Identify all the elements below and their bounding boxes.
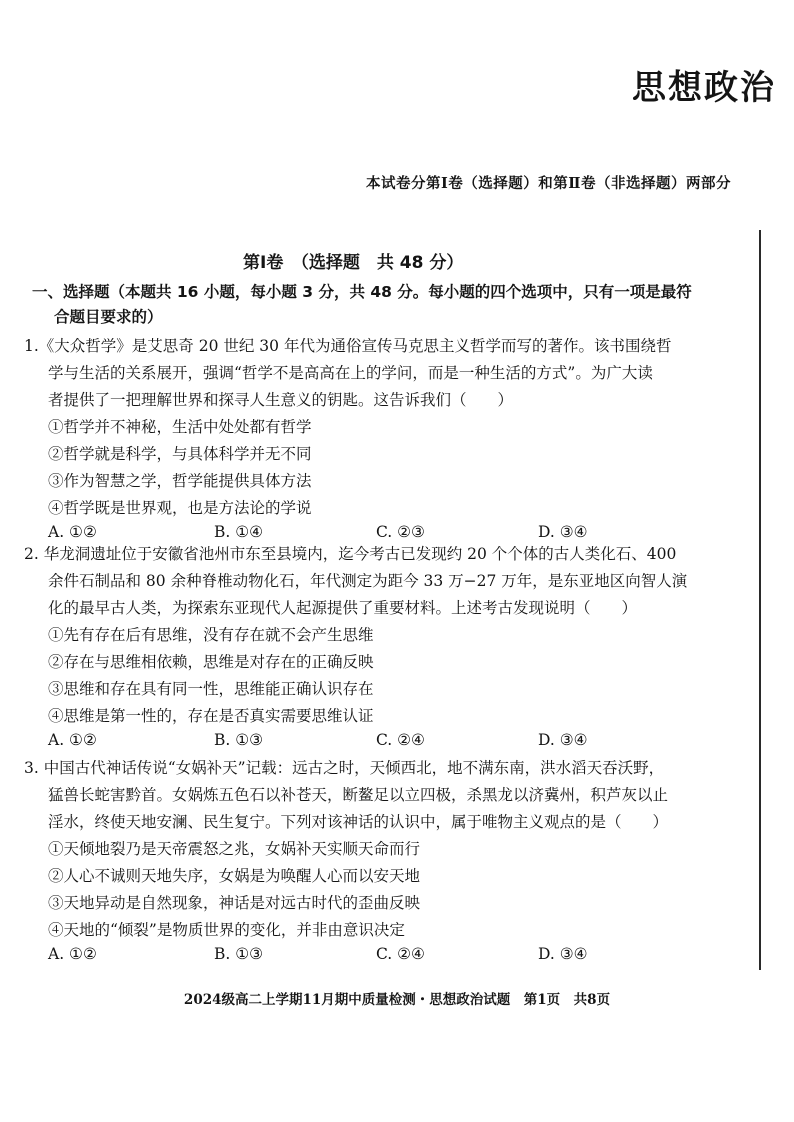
part-instructions-line-1: 一、选择题（本题共 16 小题，每小题 3 分，共 48 分。每小题的四个选项中，只有一项是最符	[32, 283, 692, 301]
option-d: D. ③④	[538, 731, 588, 749]
statement: ①天倾地裂乃是天帝震怒之兆，女娲补天实顺天命而行	[48, 840, 421, 858]
option-d: D. ③④	[538, 945, 588, 963]
statement: ③天地异动是自然现象，神话是对远古时代的歪曲反映	[48, 894, 421, 912]
statement: ③思维和存在具有同一性，思维能正确认识存在	[48, 680, 374, 698]
page-footer: 2024级高二上学期11月期中质量检测・思想政治试题 第1页 共8页	[183, 992, 611, 1008]
part-instructions-line-2: 合题目要求的）	[54, 308, 163, 326]
statement: ②哲学就是科学，与具体科学并无不同	[48, 445, 312, 463]
statement: ②人心不诚则天地失序，女娲是为唤醒人心而以安天地	[48, 867, 421, 885]
option-c: C. ②④	[376, 731, 425, 749]
question-stem-line: 学与生活的关系展开，强调“哲学不是高高在上的学问，而是一种生活的方式”。为广大读	[48, 364, 653, 382]
option-b: B. ①③	[214, 731, 264, 749]
binding-line	[759, 230, 761, 970]
option-a: A. ①②	[48, 945, 97, 963]
option-d: D. ③④	[538, 523, 588, 541]
statement: ①先有存在后有思维，没有存在就不会产生思维	[48, 626, 374, 644]
question-stem-line: 猛兽长蛇害黔首。女娲炼五色石以补苍天，断鳌足以立四极，杀黑龙以济冀州，积芦灰以止	[48, 786, 669, 804]
statement: ④思维是第一性的，存在是否真实需要思维认证	[48, 707, 374, 725]
question-stem-line: 余件石制品和 80 余种脊椎动物化石，年代测定为距今 33 万−27 万年，是东亚地区向智人演	[48, 572, 688, 590]
option-c: C. ②③	[376, 523, 425, 541]
section-heading: 第Ⅰ卷 （选择题 共 48 分）	[243, 253, 464, 273]
question-stem-line: 1.《大众哲学》是艾思奇 20 世纪 30 年代为通俗宣传马克思主义哲学而写的著作。该书围绕哲	[24, 337, 672, 355]
part-instructions	[32, 280, 692, 330]
option-c: C. ②④	[376, 945, 425, 963]
statement: ③作为智慧之学，哲学能提供具体方法	[48, 472, 312, 490]
exam-instructions: 本试卷分第Ⅰ卷（选择题）和第Ⅱ卷（非选择题）两部分	[366, 175, 732, 192]
statement: ②存在与思维相依赖，思维是对存在的正确反映	[48, 653, 374, 671]
statement: ④哲学既是世界观，也是方法论的学说	[48, 499, 312, 517]
exam-title: 思想政治	[632, 68, 776, 108]
option-a: A. ①②	[48, 523, 97, 541]
option-b: B. ①④	[214, 523, 264, 541]
question-stem-line: 3. 中国古代神话传说“女娲补天”记载：远古之时，天倾西北，地不满东南，洪水滔天吞沃野，	[24, 759, 665, 777]
statement: ①哲学并不神秘，生活中处处都有哲学	[48, 418, 312, 436]
option-a: A. ①②	[48, 731, 97, 749]
option-b: B. ①③	[214, 945, 264, 963]
question-stem-line: 淫水，终使天地安澜、民生复宁。下列对该神话的认识中，属于唯物主义观点的是（ ）	[48, 813, 669, 831]
question-stem-line: 者提供了一把理解世界和探寻人生意义的钥匙。这告诉我们（ ）	[48, 391, 514, 409]
question-stem-line: 化的最早古人类，为探索东亚现代人起源提供了重要材料。上述考古发现说明（ ）	[48, 599, 638, 617]
question-stem-line: 2. 华龙洞遗址位于安徽省池州市东至县境内，迄今考古已发现约 20 个个体的古人类化石、400	[24, 545, 677, 563]
statement: ④天地的“倾裂”是物质世界的变化，并非由意识决定	[48, 921, 405, 939]
